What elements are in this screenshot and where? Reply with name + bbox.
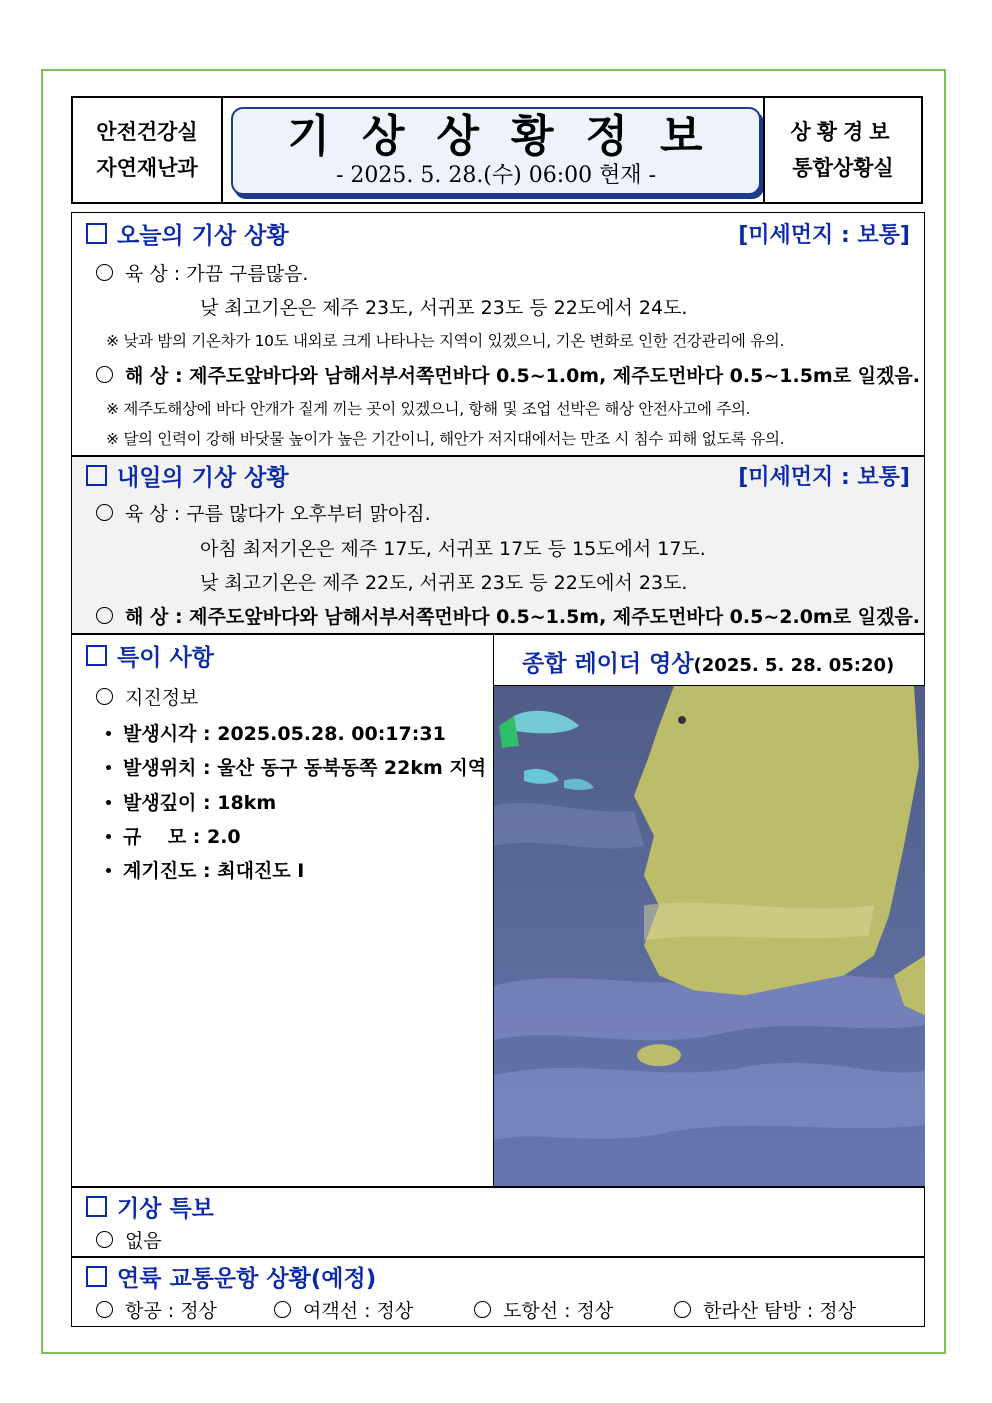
warning-value: 없음: [96, 1226, 162, 1253]
circle-bullet-icon: [474, 1301, 491, 1318]
tomorrow-title: 내일의 기상 상황: [86, 459, 289, 492]
quake-item: 발생위치 : 울산 동구 동북동쪽 22km 지역: [106, 753, 486, 780]
circle-bullet-icon: [96, 264, 113, 281]
traffic-item-ferry: 여객선 : 정상: [274, 1296, 413, 1323]
office-line1: 상황경보: [790, 120, 896, 144]
office-block: [763, 98, 921, 202]
checkbox-icon: [86, 1266, 107, 1287]
tomorrow-dust: [미세먼지 : 보통]: [738, 465, 910, 490]
special-title: 특이 사항: [86, 639, 214, 672]
today-land-line1: 육 상 : 가끔 구름많음.: [96, 259, 308, 286]
traffic-section: [71, 1257, 925, 1327]
tomorrow-land-line1: 육 상 : 구름 많다가 오후부터 맑아짐.: [96, 499, 431, 526]
bullet-icon: [106, 731, 111, 736]
circle-bullet-icon: [96, 1301, 113, 1318]
today-dust: [미세먼지 : 보통]: [738, 223, 910, 248]
radar-image: [494, 685, 925, 1186]
department-block: [73, 98, 223, 202]
traffic-item-hallasan: 한라산 탐방 : 정상: [674, 1296, 856, 1323]
radar-title: 종합 레이더 영상(2025. 5. 28. 05:20): [522, 651, 895, 677]
checkbox-icon: [86, 223, 107, 244]
today-land-line2: 낮 최고기온은 제주 23도, 서귀포 23도 등 22도에서 24도.: [200, 297, 688, 319]
quake-item: 발생시각 : 2025.05.28. 00:17:31: [106, 719, 446, 746]
weather-warning-section: [71, 1187, 925, 1257]
circle-bullet-icon: [96, 688, 113, 705]
tomorrow-sea-line: 해 상 : 제주도앞바다와 남해서부서쪽먼바다 0.5~1.5m, 제주도먼바다 0.5~2.0m로 일겠음.: [96, 602, 920, 629]
today-title: 오늘의 기상 상황: [86, 217, 289, 250]
today-note2: ※ 제주도해상에 바다 안개가 짙게 끼는 곳이 있겠으니, 항해 및 조업 선박은 해상 안전사고에 주의.: [106, 400, 751, 418]
quake-item: 발생깊이 : 18km: [106, 788, 276, 815]
warning-title: 기상 특보: [86, 1190, 214, 1223]
today-note3: ※ 달의 인력이 강해 바닷물 높이가 높은 기간이니, 해안가 저지대에서는 만조 시 침수 피해 없도록 유의.: [106, 430, 785, 448]
traffic-item-air: 항공 : 정상: [96, 1296, 217, 1323]
tomorrow-land-line3: 낮 최고기온은 제주 22도, 서귀포 23도 등 22도에서 23도.: [200, 572, 688, 594]
title-box: [231, 107, 761, 195]
bullet-icon: [106, 868, 111, 873]
bullet-icon: [106, 765, 111, 770]
today-weather-section: [71, 212, 925, 456]
circle-bullet-icon: [274, 1301, 291, 1318]
circle-bullet-icon: [96, 504, 113, 521]
today-sea-line: 해 상 : 제주도앞바다와 남해서부서쪽먼바다 0.5~1.0m, 제주도먼바다 0.5~1.5m로 일겠음.: [96, 361, 920, 388]
quake-title: 지진정보: [96, 683, 198, 710]
circle-bullet-icon: [674, 1301, 691, 1318]
circle-bullet-icon: [96, 366, 113, 383]
report-datetime: - 2025. 5. 28.(수) 06:00 현재 -: [335, 163, 657, 188]
office-line2: 통합상황실: [792, 156, 894, 180]
today-note1: ※ 낮과 밤의 기온차가 10도 내외로 크게 나타나는 지역이 있겠으니, 기온 변화로 인한 건강관리에 유의.: [106, 332, 785, 350]
traffic-title: 연륙 교통운항 상황(예정): [86, 1260, 376, 1293]
circle-bullet-icon: [96, 607, 113, 624]
page-title: 기상상황정보: [287, 111, 735, 162]
checkbox-icon: [86, 1196, 107, 1217]
traffic-item-island-ferry: 도항선 : 정상: [474, 1296, 613, 1323]
tomorrow-land-line2: 아침 최저기온은 제주 17도, 서귀포 17도 등 15도에서 17도.: [200, 538, 706, 560]
special-section: [71, 634, 925, 1187]
quake-item: 계기진도 : 최대진도 Ⅰ: [106, 856, 304, 883]
header: [71, 96, 923, 204]
checkbox-icon: [86, 465, 107, 486]
department-line2: 자연재난과: [96, 156, 198, 180]
department-line1: 안전건강실: [96, 120, 198, 144]
bullet-icon: [106, 800, 111, 805]
tomorrow-weather-section: [71, 456, 925, 634]
checkbox-icon: [86, 645, 107, 666]
bullet-icon: [106, 834, 111, 839]
quake-item: 규 모 : 2.0: [106, 822, 241, 849]
circle-bullet-icon: [96, 1231, 113, 1248]
